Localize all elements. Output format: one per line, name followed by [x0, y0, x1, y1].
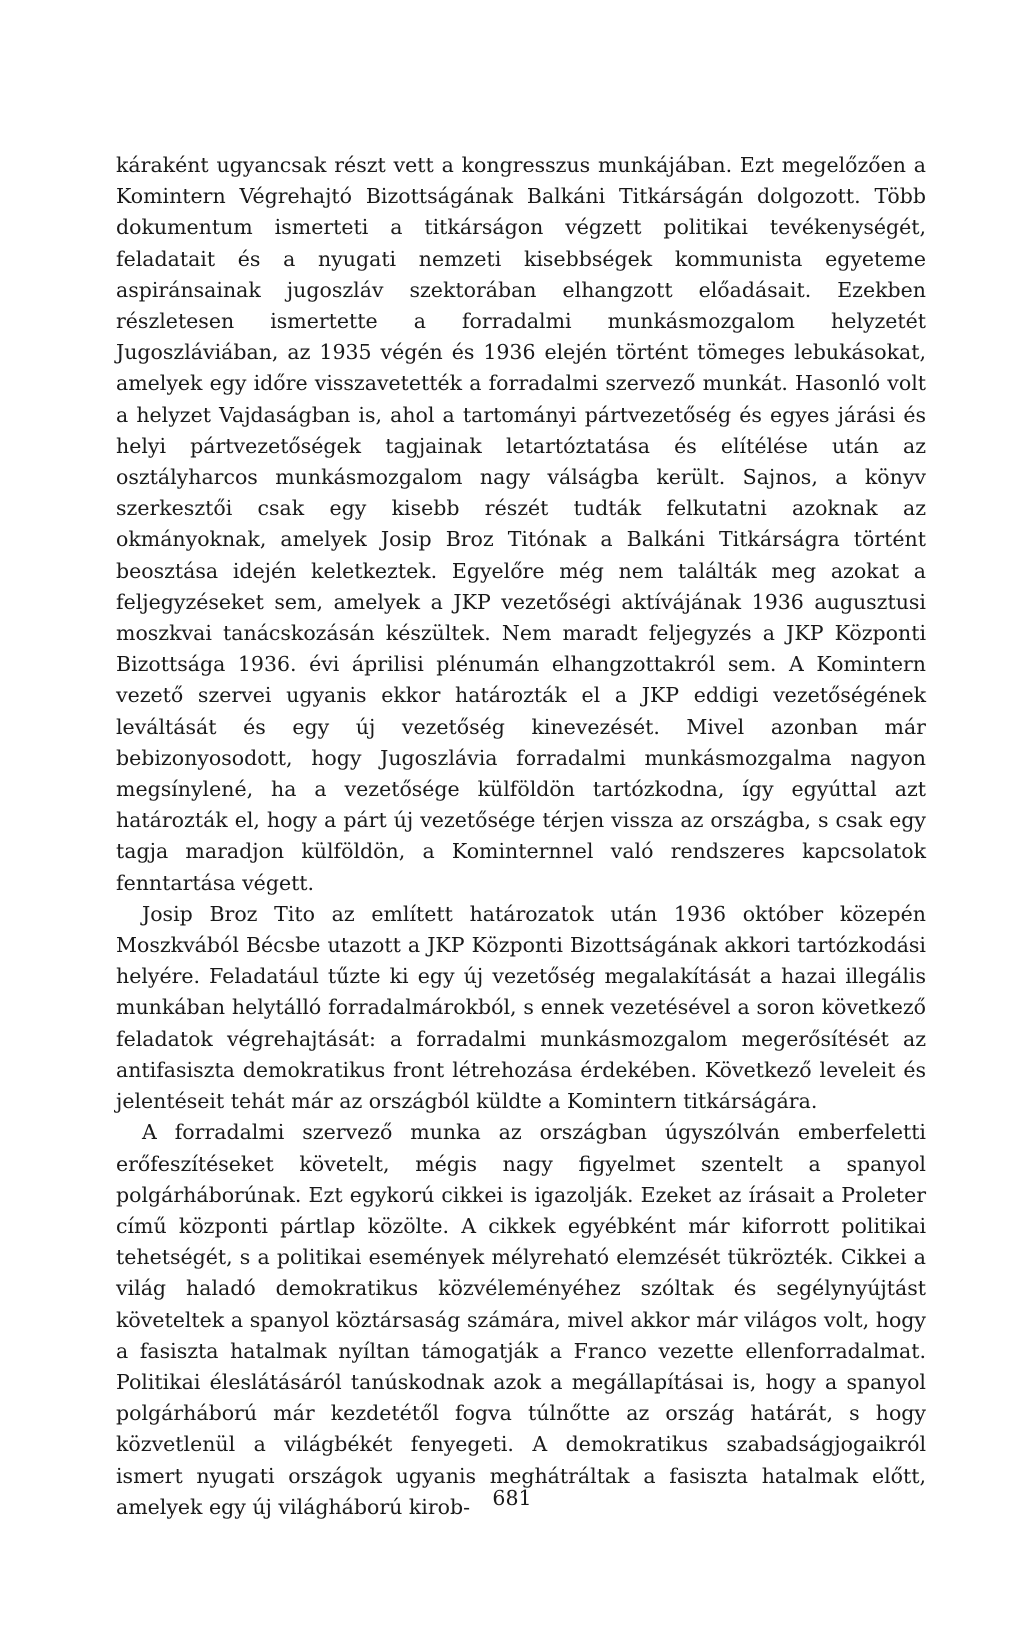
page-number: 681 [492, 1486, 532, 1510]
body-text [116, 150, 926, 1523]
paragraph-3: A forradalmi szervező munka az országban úgyszólván emberfeletti erőfeszítéseket követelt, mégis nagy figyelmet szentelt a spanyol polgárháborúnak. Ezt egykorú cikkei is igazolják. Ezeket az írásait a Proleter című központi pártlap közölte. A cikkek egyébként már kiforrott politikai tehetségét, s a politikai események mélyreható elemzését tükrözték. Cikkei a világ haladó demokratikus közvéleményéhez szóltak és segélynyújtást követeltek a spanyol köztársaság számára, mivel akkor már világos volt, hogy a fasiszta hatalmak nyíltan támogatják a Franco vezette ellenforradalmat. Politikai éleslátásáról tanúskodnak azok a megállapításai is, hogy a spanyol polgárháború már kezdetétől fogva túlnőtte az ország határát, s hogy közvetlenül a világbékét fenyegeti. A demokratikus szabadságjogaikról ismert nyugati országok ugyanis meghátráltak a fasiszta hatalmak előtt, amelyek egy új világháború kirob- [116, 1120, 926, 1519]
paragraph-2: Josip Broz Tito az említett határozatok után 1936 október közepén Moszkvából Bécsbe utazott a JKP Központi Bizottságának akkori tartózkodási helyére. Feladatául tűzte ki egy új vezetőség megalakítását a hazai illegális munkában helytálló forradalmárokból, s ennek vezetésével a soron következő feladatok végrehajtását: a forradalmi munkásmozgalom megerősítését az antifasiszta demokratikus front létrehozása érdekében. Következő leveleit és jelentéseit tehát már az országból küldte a Komintern titkárságára. [116, 901, 926, 1114]
paragraph-1: káraként ugyancsak részt vett a kongresszus munkájában. Ezt megelőzően a Komintern Végrehajtó Bizottságának Balkáni Titkárságán dolgozott. Több dokumentum ismerteti a titkárságon végzett politikai tevékenységét, feladatait és a nyugati nemzeti kisebbségek kommunista egyeteme aspiránsainak jugoszláv szektorában elhangzott előadásait. Ezekben részletesen ismertette a forradalmi munkásmozgalom helyzetét Jugoszláviában, az 1935 végén és 1936 elején történt tömeges lebukásokat, amelyek egy időre visszavetették a forradalmi szervező munkát. Hasonló volt a helyzet Vajdaságban is, ahol a tartományi pártvezetőség és egyes járási és helyi pártvezetőségek tagjainak letartóztatása és elítélése után az osztályharcos munkásmozgalom nagy válságba került. Sajnos, a könyv szerkesztői csak egy kisebb részét tudták felkutatni azoknak az okmányoknak, amelyek Josip Broz Titónak a Balkáni Titkárságra történt beosztása idején keletkeztek. Egyelőre még nem találták meg azokat a feljegyzéseket sem, amelyek a JKP vezetőségi aktívájának 1936 augusztusi moszkvai tanácskozásán készültek. Nem maradt feljegyzés a JKP Központi Bizottsága 1936. évi áprilisi plénumán elhangzottakról sem. A Komintern vezető szervei ugyanis ekkor határozták el a JKP eddigi vezetőségének leváltását és egy új vezetőség kinevezését. Mivel azonban már bebizonyosodott, hogy Jugoszlávia forradalmi munkásmozgalma nagyon megsínylené, ha a vezetősége külföldön tartózkodna, így egyúttal azt határozták el, hogy a párt új vezetősége térjen vissza az országba, s csak egy tagja maradjon külföldön, a Kominternnel való rendszeres kapcsolatok fenntartása végett. [116, 153, 926, 895]
